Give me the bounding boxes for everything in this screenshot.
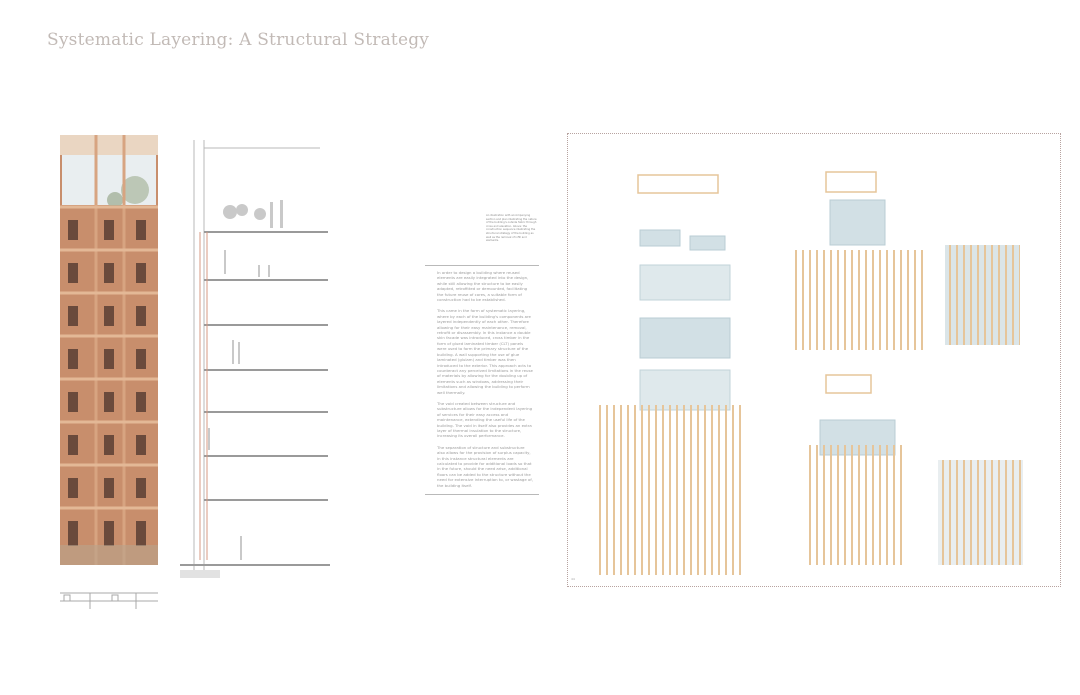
page-number: 44 — [571, 577, 575, 581]
structure-assembly-top — [795, 172, 925, 350]
exploded-axonometric — [595, 175, 745, 575]
body-text-column — [425, 265, 539, 499]
body-paragraph: This came in the form of systematic layering, where by each of the building's components are layered independently of each other. Therefore allowing for their easy maintenance, removal, retrofit or disassembly. In this instance a double skin facade was introduced, cross timber in the form of glued laminated timber (CLT) panels were used to form the primary structure of the building. A wall supporting the use of glue laminated (glulam) and timber was then introduced to the exterior. This approach acts to counteract any perceived limitations in the reuse of materials by allowing for the doubling up of elements such as windows, addressing their limitations and allowing the building to perform well thermally. — [437, 308, 533, 395]
divider-bottom — [425, 494, 539, 495]
divider-top — [425, 265, 539, 266]
body-paragraph: The separation of structure and substructure also allows for the provision of surplus capacity, in this instance structural elements are calculated to provide for additional loads so that in the future, should the need arise, additional floors can be added to the structure without the need for extensive interruption to, or wastage of, the building itself. — [437, 444, 534, 488]
construction-detail — [60, 583, 158, 613]
page-title: Systematic Layering: A Structural Strategy — [47, 30, 430, 50]
building-section — [180, 140, 330, 610]
structure-assembly-bottom — [805, 375, 905, 565]
body-paragraph: In order to design a building where reused elements are easily integrated into the design, while still allowing the structure to be easily adapted, retrofitted or demounted, facilitating the future reuse of cores, a suitable form of construction had to be established. — [437, 270, 529, 303]
completed-building-blocks — [938, 245, 1023, 565]
body-paragraph: The void created between structure and substructure allows for the independent layering of services for their easy access and maintenance, extending the useful life of the building. The void in itself also provides an extra layer of thermal insulation to the structure, increasing its overall performance. — [437, 400, 533, 439]
axonometric-diagrams — [590, 160, 1040, 580]
figure-caption: An illustration with accompanying section and plan illustrating the nature of the building's outside fabric through cross and elevation. Above: the construction sequence illustrating the structural strategy of the building as well as the removal of infill and elements. — [486, 214, 537, 243]
facade-elevation — [60, 135, 158, 565]
